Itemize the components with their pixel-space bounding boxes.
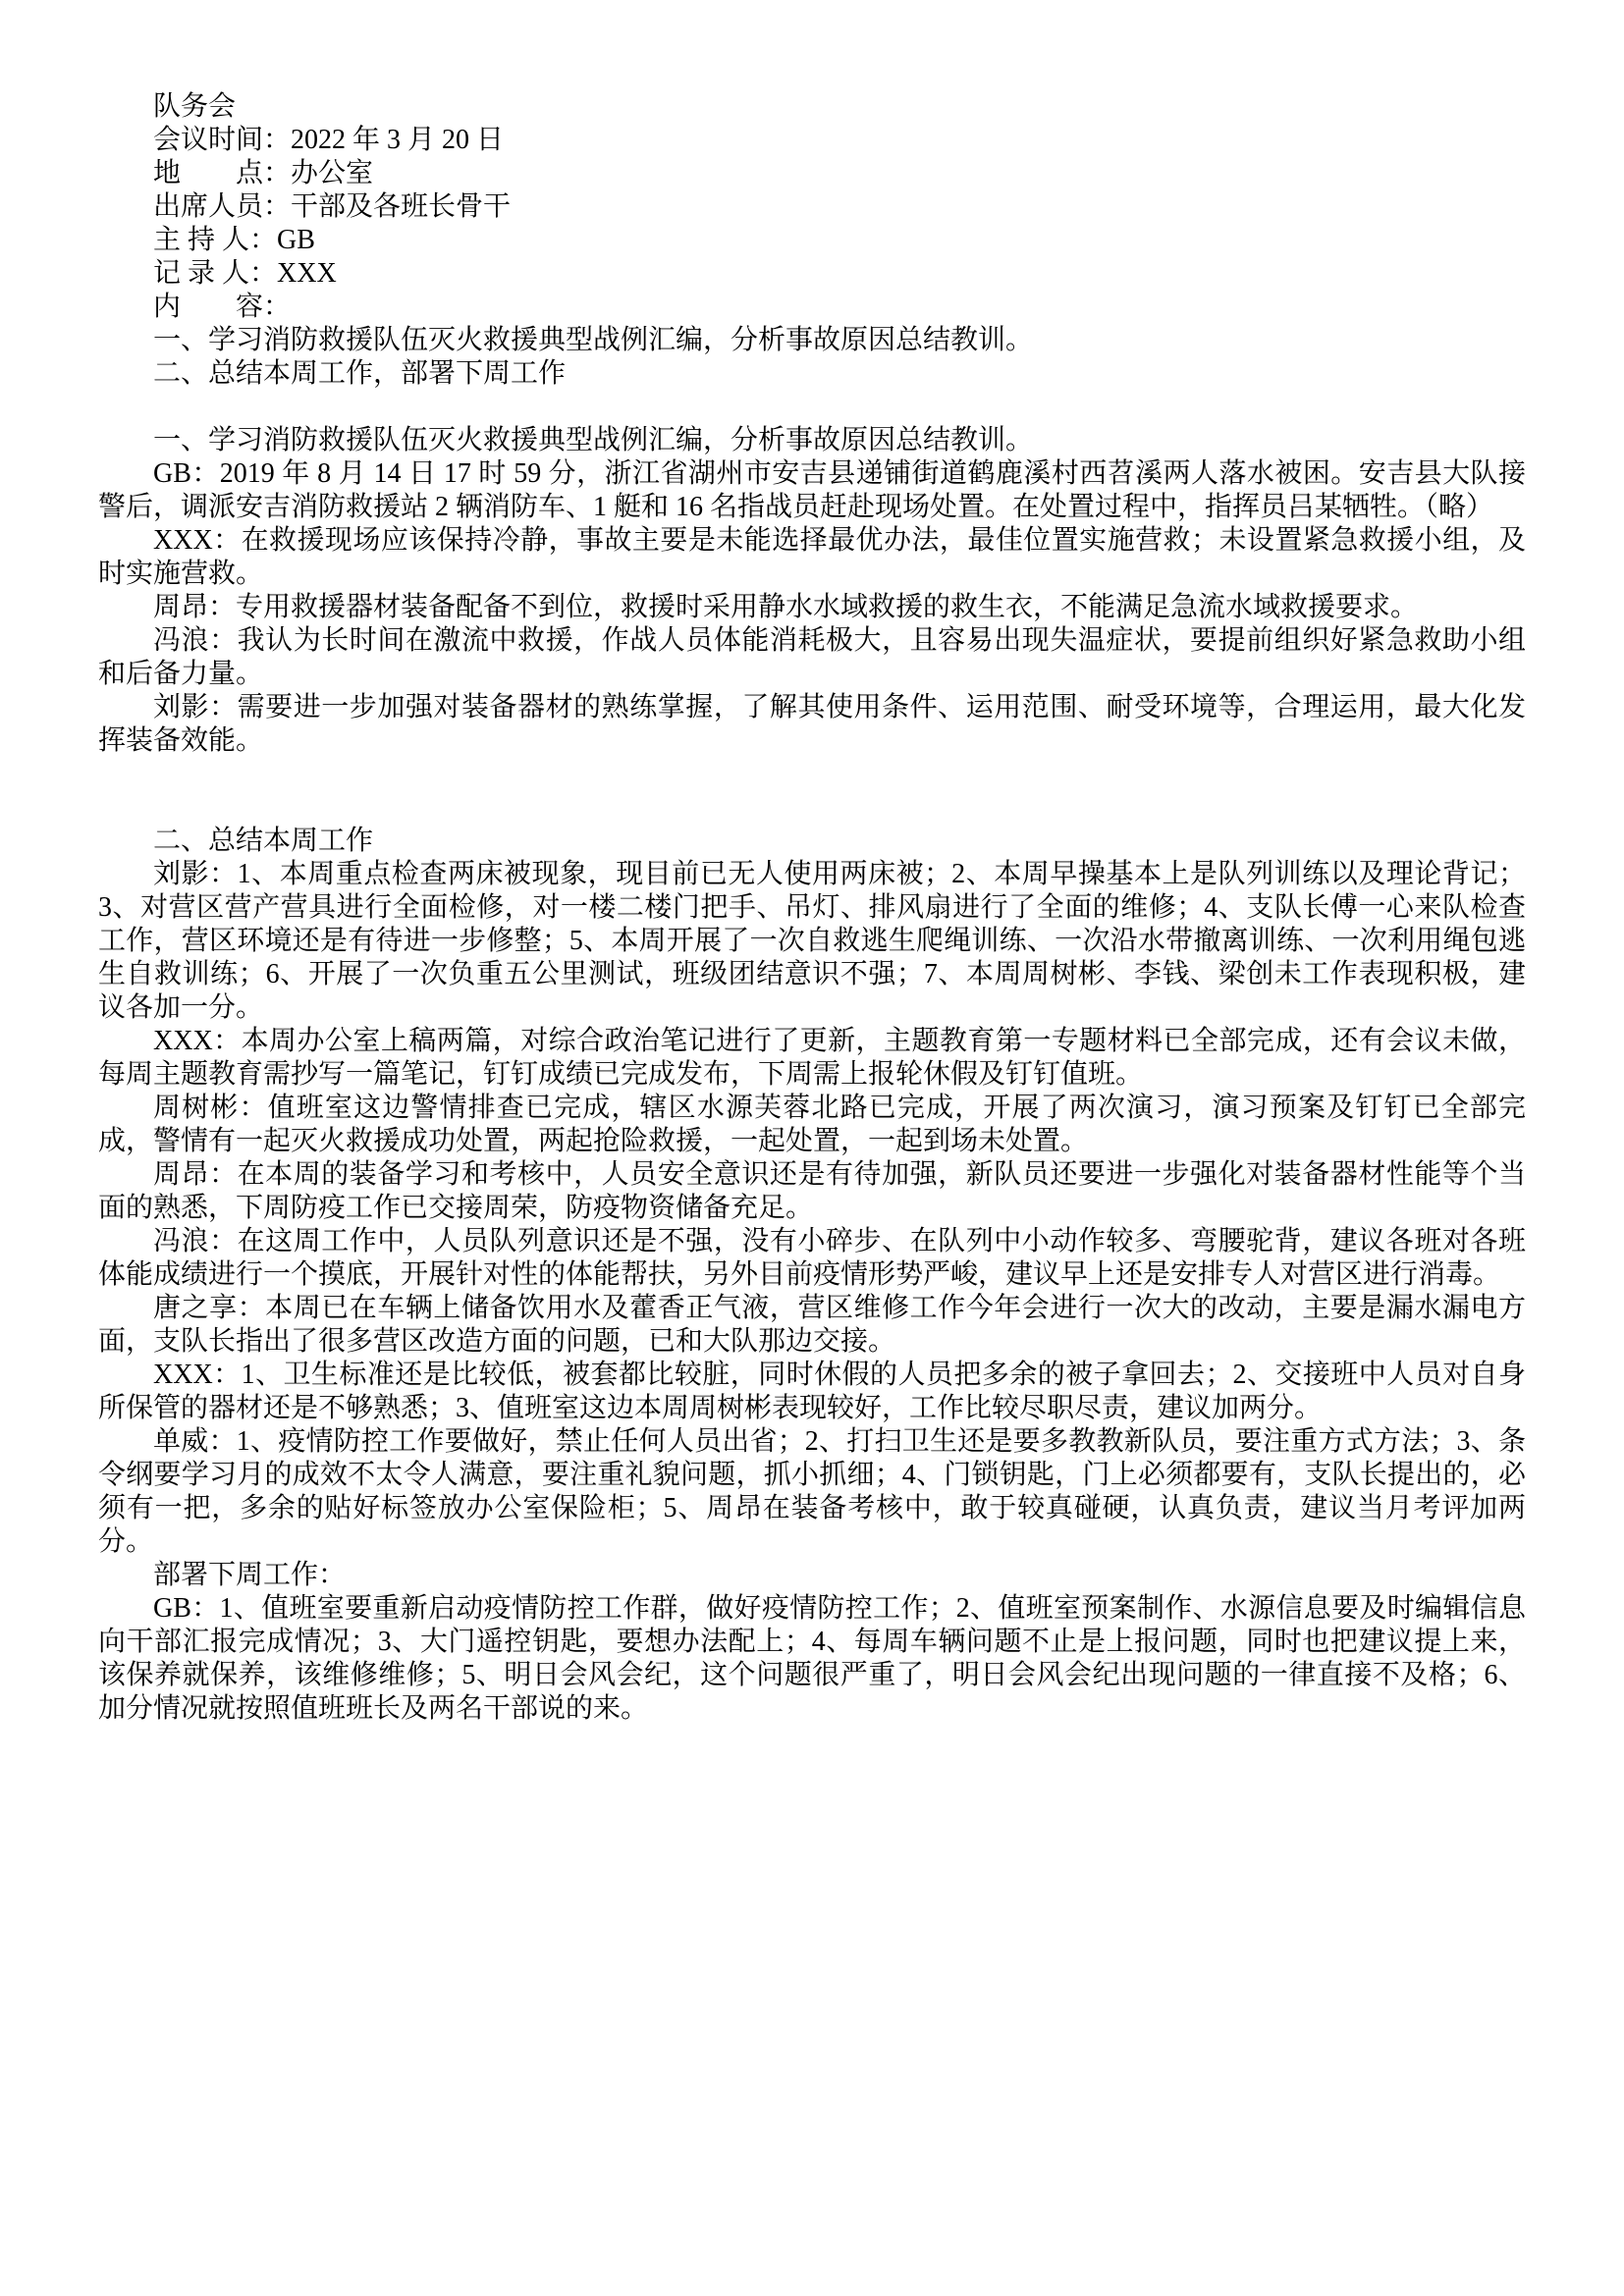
speaker-paragraph: 单威：1、疫情防控工作要做好，禁止任何人员出省；2、打扫卫生还是要多教教新队员，要注重方式方法；3、条令纲要学习月的成效不太令人满意，要注重礼貌问题，抓小抓细；4、门锁钥匙，门上必须都要有，支队长提出的，必须有一把，多余的贴好标签放办公室保险柜；5、周昂在装备考核中，敢于较真碰硬，认真负责，建议当月考评加两分。 xyxy=(98,1426,1526,1557)
meta-line: 出席人员：干部及各班长骨干 xyxy=(153,191,512,222)
speaker-paragraph: 周昂：在本周的装备学习和考核中，人员安全意识还是有待加强，新队员还要进一步强化对装备器材性能等个当面的熟悉，下周防疫工作已交接周荣，防疫物资储备充足。 xyxy=(98,1159,1526,1223)
agenda-item: 二、总结本周工作，部署下周工作 xyxy=(153,358,567,389)
meta-line: 主 持 人：GB xyxy=(153,225,315,255)
speaker-paragraph: XXX：1、卫生标准还是比较低，被套都比较脏，同时休假的人员把多余的被子拿回去；2、交接班中人员对自身所保管的器材还是不够熟悉；3、值班室这边本周周树彬表现较好，工作比较尽职尽责，建议加两分。 xyxy=(98,1360,1526,1423)
meta-line: 内 容： xyxy=(153,292,292,322)
meta-line: 地 点：办公室 xyxy=(153,158,374,188)
speaker-paragraph: GB：2019 年 8 月 14 日 17 时 59 分，浙江省湖州市安吉县递铺街道鹤鹿溪村西苕溪两人落水被困。安吉县大队接警后，调派安吉消防救援站 2 辆消防车、1 艇和 16 名指战员赶赴现场处置。在处置过程中，指挥员吕某牺牲。（略） xyxy=(98,458,1526,522)
speaker-paragraph: GB：1、值班室要重新启动疫情防控工作群，做好疫情防控工作；2、值班室预案制作、水源信息要及时编辑信息向干部汇报完成情况；3、大门遥控钥匙，要想办法配上；4、每周车辆问题不止是上报问题，同时也把建议提上来，该保养就保养，该维修维修；5、明日会风会纪，这个问题很严重了，明日会风会纪出现问题的一律直接不及格；6、加分情况就按照值班班长及两名干部说的来。 xyxy=(98,1593,1526,1724)
section-heading: 二、总结本周工作 xyxy=(153,826,374,856)
agenda-item: 一、学习消防救援队伍灭火救援典型战例汇编，分析事故原因总结教训。 xyxy=(153,325,1034,355)
speaker-paragraph: 刘影：需要进一步加强对装备器材的熟练掌握，了解其使用条件、运用范围、耐受环境等，合理运用，最大化发挥装备效能。 xyxy=(98,692,1526,756)
document-title: 队务会 xyxy=(153,91,237,122)
meta-line: 记 录 人：XXX xyxy=(153,258,337,289)
speaker-paragraph: 周树彬：值班室这边警情排查已完成，辖区水源芙蓉北路已完成，开展了两次演习，演习预案及钉钉已全部完成，警情有一起灭火救援成功处置，两起抢险救援，一起处置，一起到场未处置。 xyxy=(98,1093,1526,1156)
speaker-paragraph: 冯浪：我认为长时间在激流中救援，作战人员体能消耗极大，且容易出现失温症状，要提前组织好紧急救助小组和后备力量。 xyxy=(98,625,1526,689)
section-heading: 一、学习消防救援队伍灭火救援典型战例汇编，分析事故原因总结教训。 xyxy=(153,425,1034,455)
meta-line: 会议时间：2022 年 3 月 20 日 xyxy=(153,125,505,155)
speaker-paragraph: 部署下周工作： xyxy=(153,1560,347,1590)
speaker-paragraph: 刘影：1、本周重点检查两床被现象，现目前已无人使用两床被；2、本周早操基本上是队列训练以及理论背记；3、对营区营产营具进行全面检修，对一楼二楼门把手、吊灯、排风扇进行了全面的维修；4、支队长傅一心来队检查工作，营区环境还是有待进一步修整；5、本周开展了一次自救逃生爬绳训练、一次沿水带撤离训练、一次利用绳包逃生自救训练；6、开展了一次负重五公里测试，班级团结意识不强；7、本周周树彬、李钱、梁创未工作表现积极，建议各加一分。 xyxy=(98,859,1526,1023)
speaker-paragraph: 冯浪：在这周工作中，人员队列意识还是不强，没有小碎步、在队列中小动作较多、弯腰驼背，建议各班对各班体能成绩进行一个摸底，开展针对性的体能帮扶，另外目前疫情形势严峻，建议早上还是安排专人对营区进行消毒。 xyxy=(98,1226,1526,1290)
speaker-paragraph: 唐之享：本周已在车辆上储备饮用水及藿香正气液，营区维修工作今年会进行一次大的改动，主要是漏水漏电方面，支队长指出了很多营区改造方面的问题，已和大队那边交接。 xyxy=(98,1293,1526,1357)
speaker-paragraph: XXX：在救援现场应该保持冷静，事故主要是未能选择最优办法，最佳位置实施营救；未设置紧急救援小组，及时实施营救。 xyxy=(98,525,1526,589)
speaker-paragraph: 周昂：专用救援器材装备配备不到位，救援时采用静水水域救援的救生衣，不能满足急流水域救援要求。 xyxy=(153,592,1419,622)
document-body xyxy=(98,90,1526,1726)
speaker-paragraph: XXX：本周办公室上稿两篇，对综合政治笔记进行了更新，主题教育第一专题材料已全部完成，还有会议未做，每周主题教育需抄写一篇笔记，钉钉成绩已完成发布，下周需上报轮休假及钉钉值班。 xyxy=(98,1026,1526,1090)
